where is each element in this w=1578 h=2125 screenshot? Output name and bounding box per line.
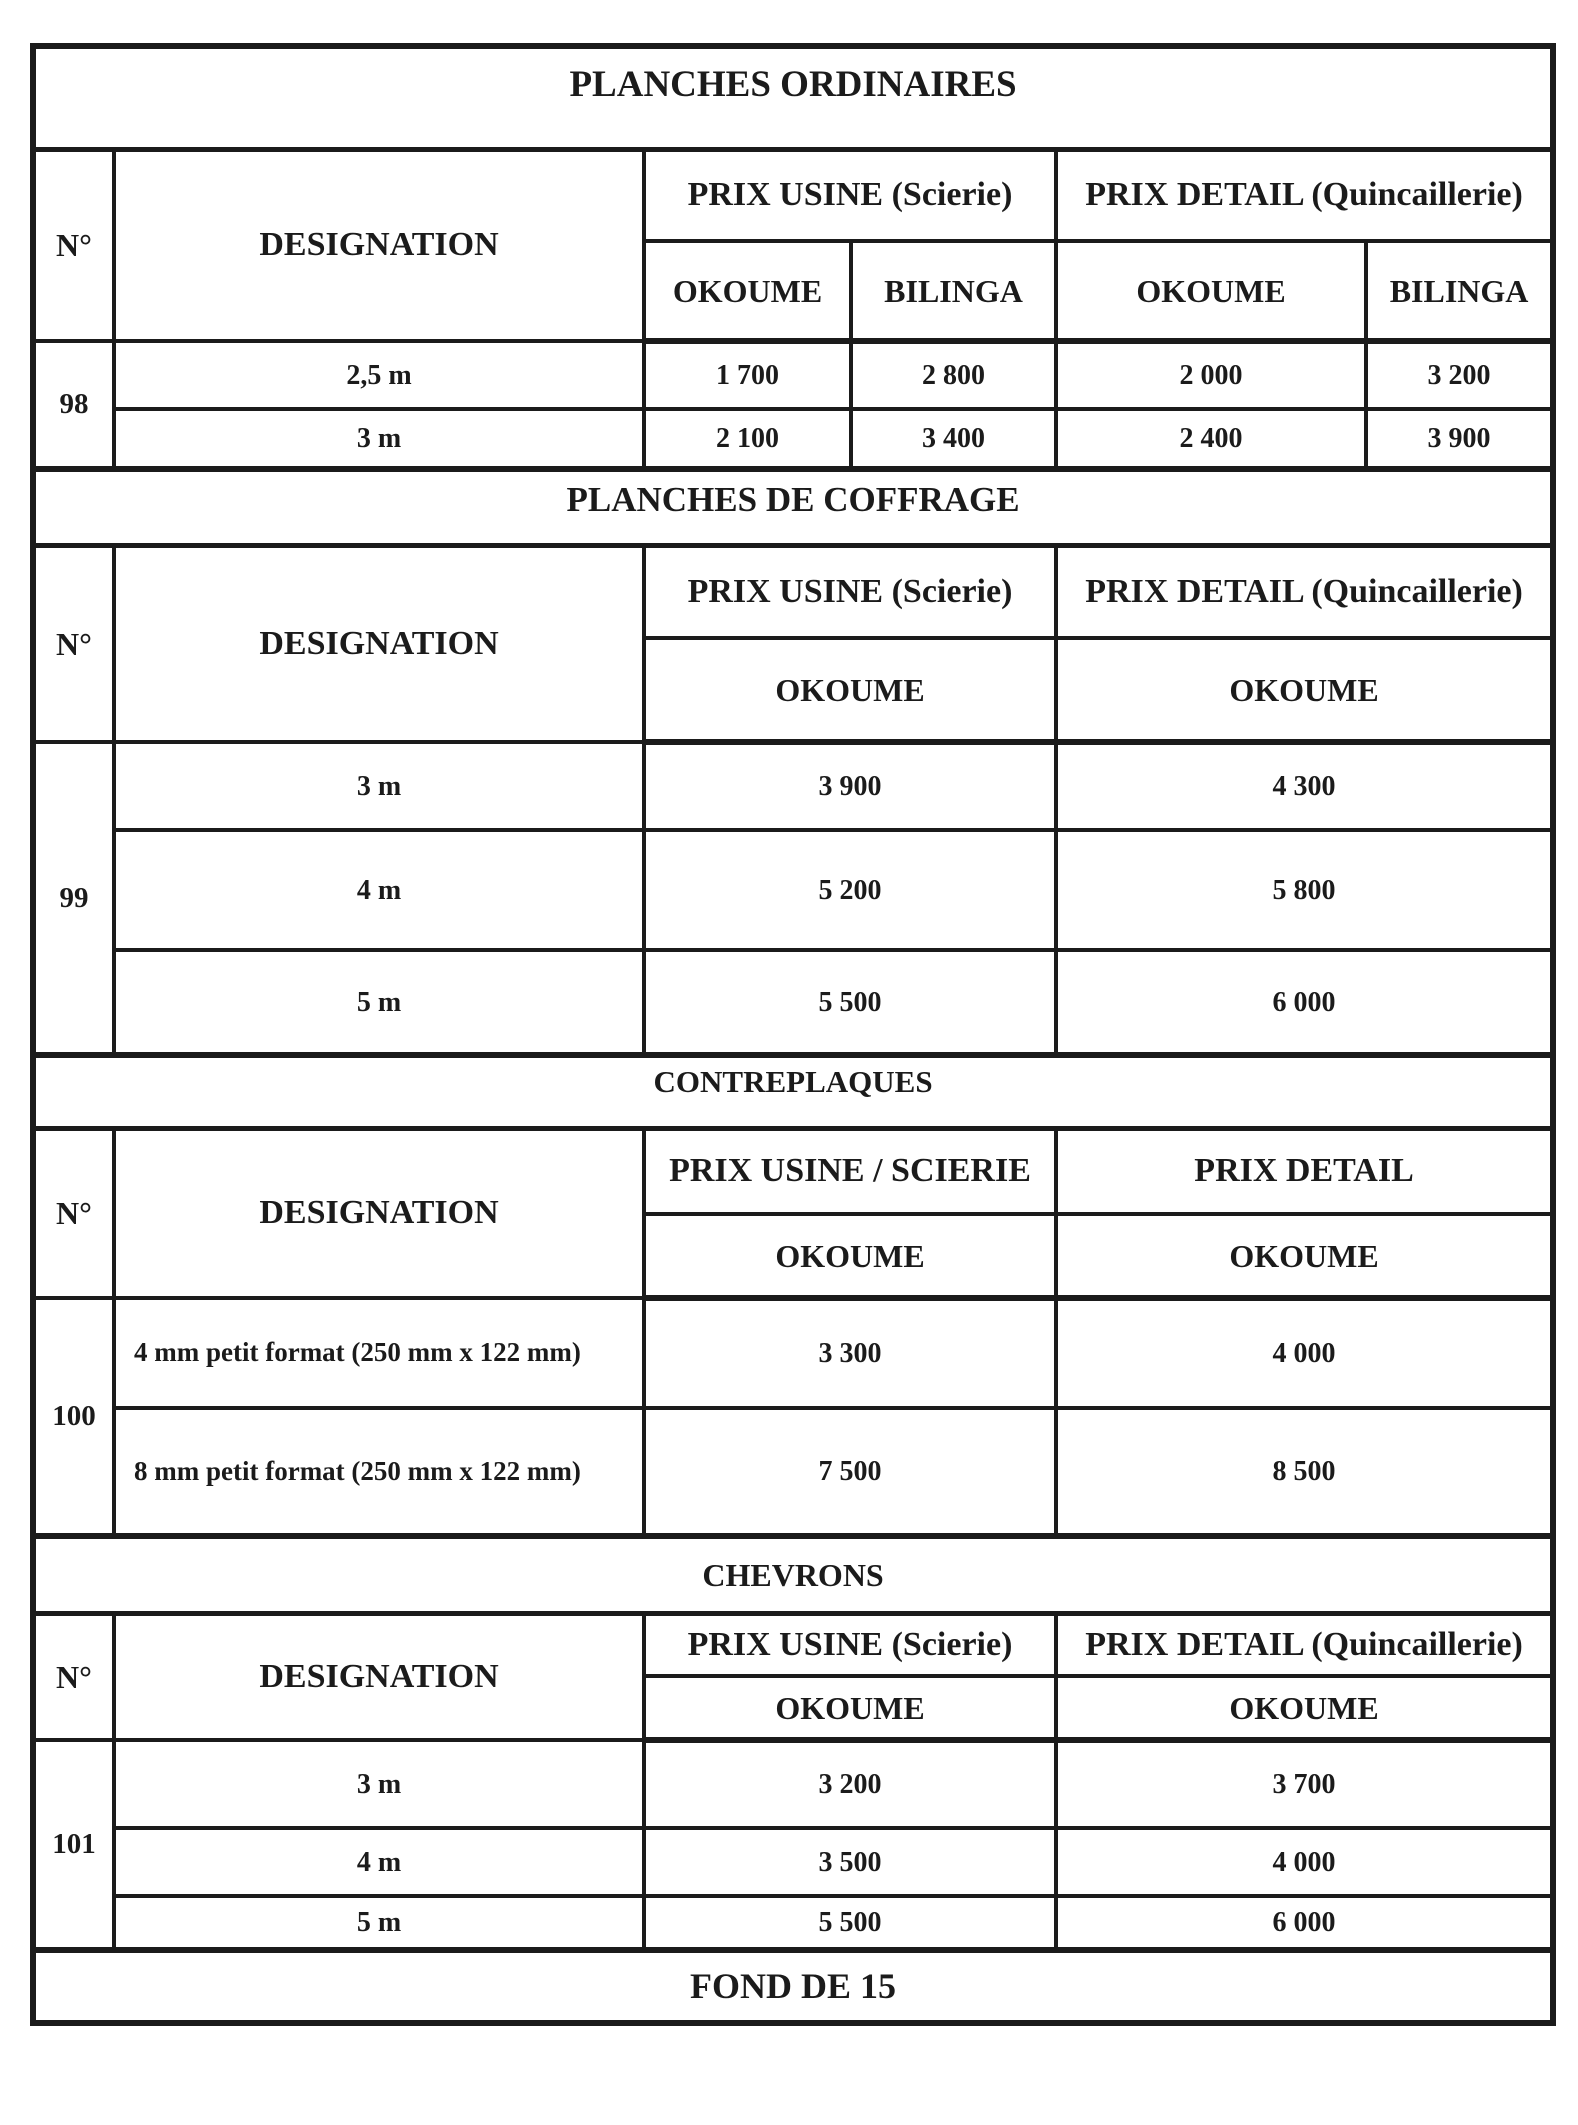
price-cell: 2 400	[1056, 409, 1366, 469]
price-cell: 4 000	[1056, 1828, 1553, 1896]
item-number-cell: 100	[33, 1298, 114, 1536]
subcolumn-header: BILINGA	[851, 241, 1056, 341]
col-header-no: N°	[33, 1128, 114, 1298]
footer-row: FOND DE 15	[33, 1950, 1553, 2023]
subcolumn-header: BILINGA	[1366, 241, 1553, 341]
price-cell: 3 200	[644, 1740, 1056, 1828]
price-cell: 6 000	[1056, 1896, 1553, 1950]
price-group-header-usine: PRIX USINE / SCIERIE	[644, 1128, 1056, 1214]
price-cell: 8 500	[1056, 1408, 1553, 1536]
subcolumn-header: OKOUME	[644, 1676, 1056, 1740]
designation-cell: 3 m	[114, 742, 644, 830]
col-header-no: N°	[33, 545, 114, 742]
subcolumn-header: OKOUME	[1056, 1676, 1553, 1740]
price-cell: 5 800	[1056, 830, 1553, 950]
col-header-designation: DESIGNATION	[114, 545, 644, 742]
designation-cell: 3 m	[114, 409, 644, 469]
subcolumn-header: OKOUME	[644, 1214, 1056, 1298]
designation-cell: 8 mm petit format (250 mm x 122 mm)	[114, 1408, 644, 1536]
designation-cell: 4 m	[114, 1828, 644, 1896]
price-cell: 2 000	[1056, 341, 1366, 409]
col-header-designation: DESIGNATION	[114, 1613, 644, 1740]
price-group-header-detail: PRIX DETAIL	[1056, 1128, 1553, 1214]
subcolumn-header: OKOUME	[644, 241, 851, 341]
price-cell: 3 400	[851, 409, 1056, 469]
price-table	[30, 43, 1556, 2026]
price-cell: 3 700	[1056, 1740, 1553, 1828]
price-group-header-detail: PRIX DETAIL (Quincaillerie)	[1056, 1613, 1553, 1676]
section-title: CONTREPLAQUES	[33, 1055, 1553, 1128]
price-cell: 5 200	[644, 830, 1056, 950]
col-header-no: N°	[33, 1613, 114, 1740]
price-cell: 3 900	[1366, 409, 1553, 469]
price-group-header-usine: PRIX USINE (Scierie)	[644, 149, 1056, 241]
price-cell: 3 300	[644, 1298, 1056, 1408]
price-cell: 2 800	[851, 341, 1056, 409]
item-number-cell: 98	[33, 341, 114, 469]
price-cell: 5 500	[644, 1896, 1056, 1950]
designation-cell: 5 m	[114, 950, 644, 1055]
designation-cell: 3 m	[114, 1740, 644, 1828]
designation-cell: 5 m	[114, 1896, 644, 1950]
price-group-header-usine: PRIX USINE (Scierie)	[644, 1613, 1056, 1676]
price-cell: 3 500	[644, 1828, 1056, 1896]
section-title: PLANCHES ORDINAIRES	[33, 46, 1553, 149]
item-number-cell: 101	[33, 1740, 114, 1950]
price-cell: 3 900	[644, 742, 1056, 830]
subcolumn-header: OKOUME	[644, 638, 1056, 742]
price-cell: 3 200	[1366, 341, 1553, 409]
price-cell: 4 300	[1056, 742, 1553, 830]
price-cell: 6 000	[1056, 950, 1553, 1055]
subcolumn-header: OKOUME	[1056, 1214, 1553, 1298]
item-number-cell: 99	[33, 742, 114, 1055]
col-header-designation: DESIGNATION	[114, 1128, 644, 1298]
col-header-designation: DESIGNATION	[114, 149, 644, 341]
document-sheet	[0, 43, 1578, 2125]
price-group-header-usine: PRIX USINE (Scierie)	[644, 545, 1056, 638]
designation-cell: 4 mm petit format (250 mm x 122 mm)	[114, 1298, 644, 1408]
section-title: CHEVRONS	[33, 1536, 1553, 1613]
price-cell: 2 100	[644, 409, 851, 469]
price-group-header-detail: PRIX DETAIL (Quincaillerie)	[1056, 149, 1553, 241]
section-title: PLANCHES DE COFFRAGE	[33, 469, 1553, 545]
subcolumn-header: OKOUME	[1056, 241, 1366, 341]
price-cell: 1 700	[644, 341, 851, 409]
price-cell: 4 000	[1056, 1298, 1553, 1408]
price-cell: 7 500	[644, 1408, 1056, 1536]
col-header-no: N°	[33, 149, 114, 341]
subcolumn-header: OKOUME	[1056, 638, 1553, 742]
price-cell: 5 500	[644, 950, 1056, 1055]
designation-cell: 4 m	[114, 830, 644, 950]
price-group-header-detail: PRIX DETAIL (Quincaillerie)	[1056, 545, 1553, 638]
designation-cell: 2,5 m	[114, 341, 644, 409]
